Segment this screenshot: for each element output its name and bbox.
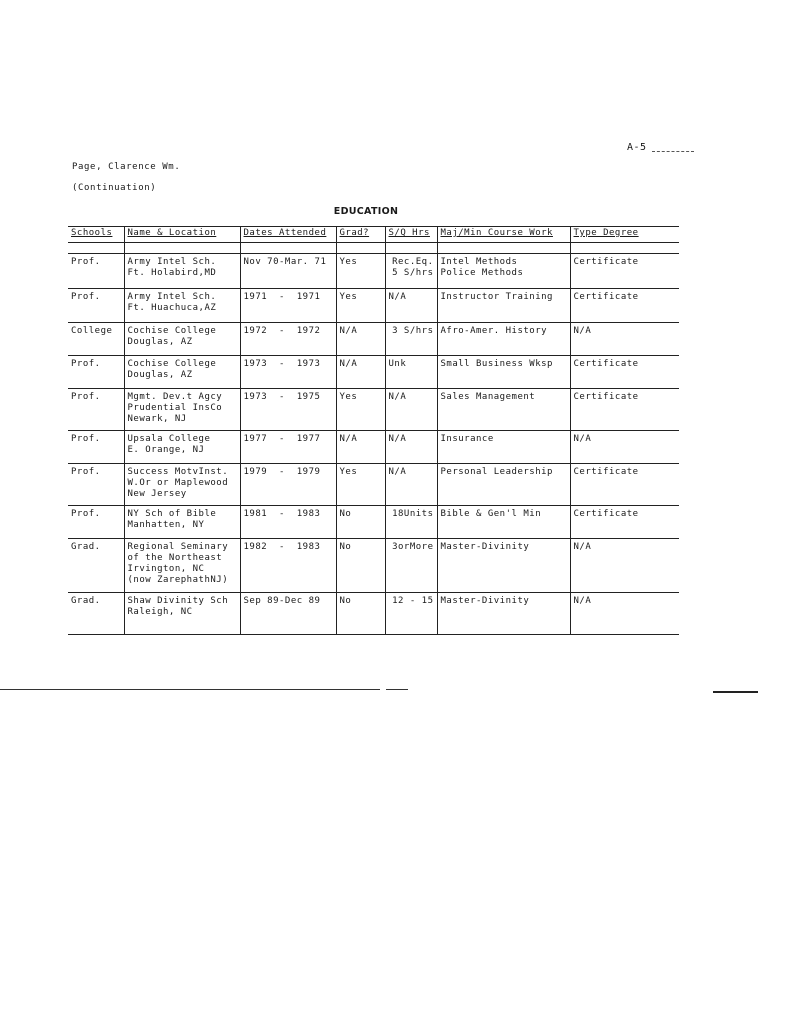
hours-cell: 3orMore (385, 539, 437, 593)
hours-cell: 3 S/hrs (385, 323, 437, 356)
dates-attended-cell: 1979 - 1979 (240, 464, 336, 506)
page-number-underline (652, 151, 694, 152)
degree-type-cell: N/A (570, 431, 679, 464)
table-row (68, 464, 679, 506)
course-work-cell: Intel Methods Police Methods (437, 254, 570, 289)
graduated-cell: Yes (336, 254, 385, 289)
name-location-cell: Upsala College E. Orange, NJ (124, 431, 240, 464)
graduated-cell: Yes (336, 464, 385, 506)
column-header: S/Q Hrs (385, 227, 437, 243)
degree-type-cell: Certificate (570, 356, 679, 389)
hours-cell: Rec.Eq. 5 S/hrs (385, 254, 437, 289)
table-row (68, 323, 679, 356)
table-header-row (68, 227, 679, 243)
education-table (68, 226, 679, 635)
column-header: Grad? (336, 227, 385, 243)
name-location-cell: Army Intel Sch. Ft. Holabird,MD (124, 254, 240, 289)
course-work-cell: Master-Divinity (437, 539, 570, 593)
page-number: A-5 (627, 142, 647, 153)
name-location-cell: NY Sch of Bible Manhatten, NY (124, 506, 240, 539)
school-cell: Grad. (68, 593, 124, 635)
bottom-rule-segment (386, 689, 408, 690)
name-location-cell: Shaw Divinity Sch Raleigh, NC (124, 593, 240, 635)
degree-type-cell: N/A (570, 539, 679, 593)
continuation-label: (Continuation) (72, 183, 157, 193)
degree-type-cell: Certificate (570, 289, 679, 323)
school-cell: College (68, 323, 124, 356)
table-row (68, 254, 679, 289)
graduated-cell: N/A (336, 431, 385, 464)
graduated-cell: No (336, 539, 385, 593)
name-location-cell: Regional Seminary of the Northeast Irvington, NC (now ZarephathNJ) (124, 539, 240, 593)
hours-cell: 18Units (385, 506, 437, 539)
table-row (68, 539, 679, 593)
graduated-cell: No (336, 506, 385, 539)
name-location-cell: Cochise College Douglas, AZ (124, 356, 240, 389)
hours-cell: N/A (385, 389, 437, 431)
name-location-cell: Cochise College Douglas, AZ (124, 323, 240, 356)
course-work-cell: Instructor Training (437, 289, 570, 323)
bottom-rule (0, 689, 380, 690)
dates-attended-cell: Nov 70-Mar. 71 (240, 254, 336, 289)
table-row (68, 289, 679, 323)
course-work-cell: Insurance (437, 431, 570, 464)
school-cell: Prof. (68, 464, 124, 506)
degree-type-cell: Certificate (570, 389, 679, 431)
table-row (68, 389, 679, 431)
degree-type-cell: Certificate (570, 506, 679, 539)
dates-attended-cell: 1972 - 1972 (240, 323, 336, 356)
course-work-cell: Master-Divinity (437, 593, 570, 635)
school-cell: Prof. (68, 254, 124, 289)
dates-attended-cell: 1977 - 1977 (240, 431, 336, 464)
school-cell: Prof. (68, 506, 124, 539)
hours-cell: Unk (385, 356, 437, 389)
dates-attended-cell: 1971 - 1971 (240, 289, 336, 323)
degree-type-cell: N/A (570, 323, 679, 356)
dates-attended-cell: Sep 89-Dec 89 (240, 593, 336, 635)
name-location-cell: Success MotvInst. W.Or or Maplewood New Jersey (124, 464, 240, 506)
degree-type-cell: Certificate (570, 254, 679, 289)
column-header: Schools (71, 228, 113, 238)
hours-cell: N/A (385, 464, 437, 506)
dates-attended-cell: 1981 - 1983 (240, 506, 336, 539)
course-work-cell: Sales Management (437, 389, 570, 431)
school-cell: Prof. (68, 289, 124, 323)
hours-cell: 12 - 15 (385, 593, 437, 635)
school-cell: Prof. (68, 356, 124, 389)
dates-attended-cell: 1982 - 1983 (240, 539, 336, 593)
table-row (68, 593, 679, 635)
graduated-cell: Yes (336, 289, 385, 323)
name-location-cell: Mgmt. Dev.t Agcy Prudential InsCo Newark, NJ (124, 389, 240, 431)
subject-name: Page, Clarence Wm. (72, 162, 181, 172)
school-cell: Prof. (68, 431, 124, 464)
hours-cell: N/A (385, 289, 437, 323)
graduated-cell: No (336, 593, 385, 635)
section-title: EDUCATION (333, 206, 399, 217)
graduated-cell: N/A (336, 356, 385, 389)
dates-attended-cell: 1973 - 1973 (240, 356, 336, 389)
column-header: Dates Attended (240, 227, 336, 243)
table-row (68, 506, 679, 539)
course-work-cell: Personal Leadership (437, 464, 570, 506)
name-location-cell: Army Intel Sch. Ft. Huachuca,AZ (124, 289, 240, 323)
course-work-cell: Small Business Wksp (437, 356, 570, 389)
school-cell: Prof. (68, 389, 124, 431)
degree-type-cell: Certificate (570, 464, 679, 506)
table-row (68, 431, 679, 464)
degree-type-cell: N/A (570, 593, 679, 635)
graduated-cell: N/A (336, 323, 385, 356)
column-header: Type Degree (570, 227, 679, 243)
column-header: Name & Location (124, 227, 240, 243)
header-spacer-row (68, 243, 679, 254)
column-header: Maj/Min Course Work (437, 227, 570, 243)
graduated-cell: Yes (336, 389, 385, 431)
dates-attended-cell: 1973 - 1975 (240, 389, 336, 431)
table-row (68, 356, 679, 389)
course-work-cell: Bible & Gen'l Min (437, 506, 570, 539)
bottom-rule-mark (713, 691, 758, 693)
course-work-cell: Afro-Amer. History (437, 323, 570, 356)
school-cell: Grad. (68, 539, 124, 593)
hours-cell: N/A (385, 431, 437, 464)
